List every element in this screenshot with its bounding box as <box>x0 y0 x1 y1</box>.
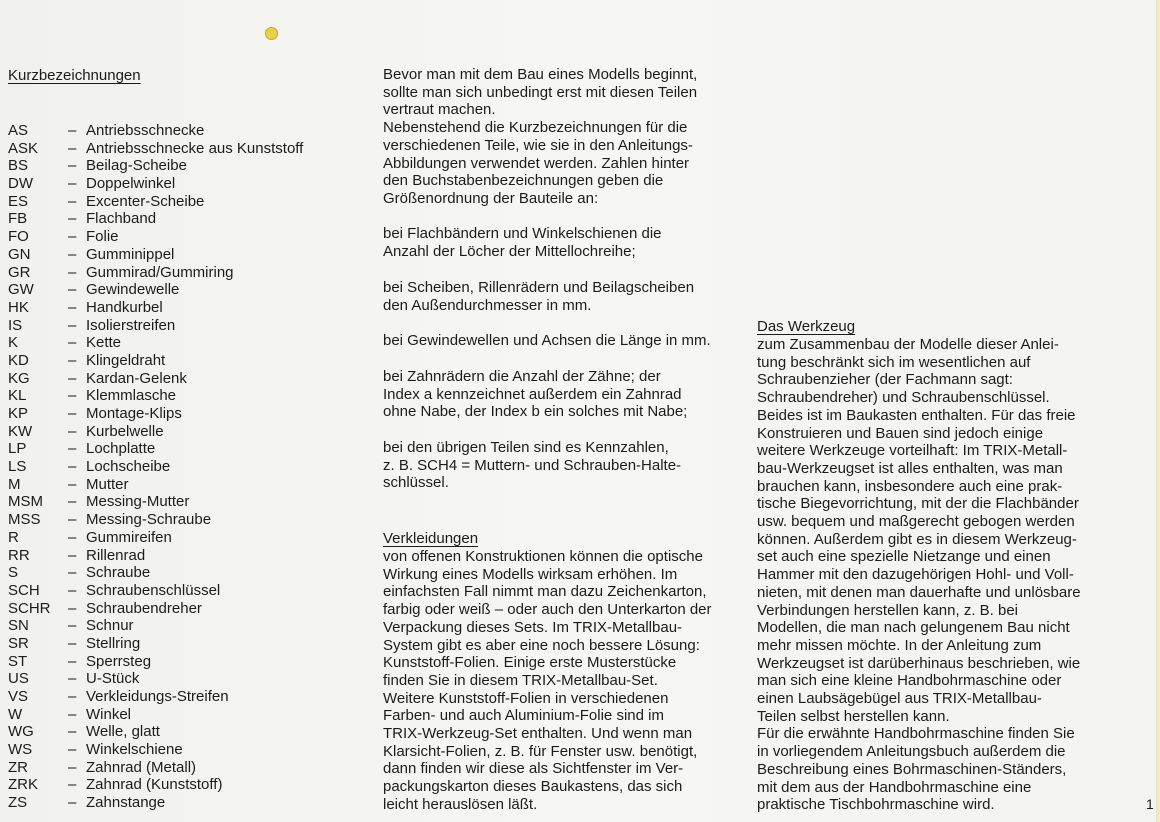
abbreviation-row <box>8 617 348 635</box>
abbreviation-dash: – <box>68 794 77 812</box>
abbreviation-row <box>8 493 348 511</box>
abbreviation-row <box>8 193 348 211</box>
abbreviation-row <box>8 140 348 158</box>
abbreviation-dash: – <box>68 652 77 670</box>
tools-heading: Das Werkzeug <box>757 318 856 335</box>
abbreviation-row <box>8 741 348 759</box>
abbreviation-dash: – <box>68 281 77 299</box>
abbreviation-description: Folie <box>86 228 119 246</box>
abbreviation-row <box>8 529 348 547</box>
abbreviation-dash: – <box>68 564 77 582</box>
abbreviation-description: Gummireifen <box>86 528 172 546</box>
abbreviation-dash: – <box>68 192 77 210</box>
abbreviation-dash: – <box>68 670 77 688</box>
abbreviation-row <box>8 246 348 264</box>
abbreviation-dash: – <box>68 599 77 617</box>
abbreviation-code: SN <box>8 617 29 635</box>
punch-mark-icon <box>265 27 278 40</box>
abbreviation-row <box>8 688 348 706</box>
abbreviation-row <box>8 228 348 246</box>
abbreviations-list <box>8 122 348 812</box>
abbreviation-dash: – <box>68 175 77 193</box>
abbreviation-code: ZR <box>8 758 28 776</box>
abbreviation-description: Antriebsschnecke <box>86 122 205 139</box>
abbreviation-code: HK <box>8 298 29 316</box>
abbreviation-code: DW <box>8 175 33 193</box>
abbreviation-row <box>8 458 348 476</box>
abbreviation-description: Gewindewelle <box>86 281 180 299</box>
abbreviation-row <box>8 547 348 565</box>
abbreviation-description: Antriebsschnecke aus Kunststoff <box>86 139 304 157</box>
abbreviation-code: GW <box>8 281 34 299</box>
abbreviation-dash: – <box>68 723 77 741</box>
abbreviation-code: M <box>8 475 21 493</box>
abbreviation-code: FB <box>8 210 28 228</box>
abbreviation-row <box>8 600 348 618</box>
abbreviation-description: Doppelwinkel <box>86 175 176 193</box>
intro-paragraph: Bevor man mit dem Bau eines Modells beginnt, sollte man sich unbedingt erst mit diesen Teilen vertraut machen. Nebenstehend die Kurzbezeichnungen für die verschiedenen Teile, wie sie in den Anleitungs- Abbildungen verwendet werden. Zahlen hinter den Buchstabenbezeichnungen geben die Größenordnung der Bauteile an: <box>383 66 698 207</box>
abbreviation-row <box>8 723 348 741</box>
abbreviation-row <box>8 334 348 352</box>
abbreviation-code: KL <box>8 387 27 405</box>
abbreviation-dash: – <box>68 157 77 175</box>
abbreviation-row <box>8 122 348 140</box>
abbreviation-dash: – <box>68 387 77 405</box>
abbreviation-row <box>8 582 348 600</box>
abbreviation-description: Schnur <box>86 617 134 635</box>
abbreviation-description: Stellring <box>86 634 141 652</box>
abbreviation-row <box>8 706 348 724</box>
abbreviation-dash: – <box>68 351 77 369</box>
abbreviation-description: Verkleidungs-Streifen <box>86 688 229 705</box>
abbreviation-description: Isolierstreifen <box>86 316 176 334</box>
abbreviation-dash: – <box>68 511 77 529</box>
abbreviation-dash: – <box>68 369 77 387</box>
abbreviation-row <box>8 299 348 317</box>
abbreviation-code: BS <box>8 157 29 175</box>
abbreviation-dash: – <box>68 705 77 723</box>
abbreviation-code: IS <box>8 316 23 334</box>
gear-paragraph: bei Zahnrädern die Anzahl der Zähne; der Index a kennzeichnet außerdem ein Zahnrad ohne Nabe, der Index b ein solches mit Nabe; <box>383 368 688 421</box>
abbreviation-description: Klemmlasche <box>86 387 177 405</box>
abbreviation-code: S <box>8 564 19 582</box>
abbreviation-dash: – <box>68 263 77 281</box>
abbreviation-description: Welle, glatt <box>86 723 160 741</box>
abbreviation-row <box>8 352 348 370</box>
abbreviation-description: Kurbelwelle <box>86 422 164 440</box>
abbreviation-row <box>8 157 348 175</box>
abbreviation-description: Schraubendreher <box>86 599 202 617</box>
abbreviation-row <box>8 210 348 228</box>
abbreviation-dash: – <box>68 493 77 511</box>
abbreviation-description: Gumminippel <box>86 245 175 263</box>
abbreviation-code: SR <box>8 634 29 652</box>
abbreviation-description: Kette <box>86 334 122 352</box>
abbreviation-row <box>8 564 348 582</box>
abbreviation-code: LP <box>8 440 27 458</box>
abbreviation-dash: – <box>68 741 77 759</box>
abbreviation-dash: – <box>68 440 77 458</box>
flat-band-paragraph: bei Flachbändern und Winkelschienen die Anzahl der Löcher der Mittellochreihe; <box>383 225 662 260</box>
abbreviation-description: Sperrsteg <box>86 652 152 670</box>
abbreviation-description: Montage-Klips <box>86 405 182 422</box>
cladding-paragraph: von offenen Konstruktionen können die optische Wirkung eines Modells wirksam erhöhen. Im einfachsten Fall nimmt man dazu Zeichenkarton, farbig oder weiß – oder auch den Unterkarton der Verpackung dieses Sets. Im TRIX-Metallbau- System gibt es aber eine noch bessere Lösung: Kunststoff-Folien. Einige erste Musterstücke finden Sie in diesem TRIX-Metallbau-Set. Weitere Kunststoff-Folien in verschiedenen Farben- und auch Aluminium-Folie sind im TRIX-Werkzeug-Set enthalten. Und wenn man Klarsicht-Folien, z. B. für Fenster usw. benötigt, dann finden wir diese als Sichtfenster im Ver- packungskarton dieses Baukastens, das sich leicht herauslösen läßt. <box>383 548 712 813</box>
abbreviation-code: WS <box>8 741 33 759</box>
abbreviation-code: AS <box>8 122 29 139</box>
abbreviation-dash: – <box>68 528 77 546</box>
abbreviation-row <box>8 423 348 441</box>
cladding-heading: Verkleidungen <box>383 530 479 547</box>
tools-paragraph: zum Zusammenbau der Modelle dieser Anlei- tung beschränkt sich im wesentlichen auf Schraubenzieher (der Fachmann sagt: Schraubendreher) und Schraubenschlüssel. Beides ist im Baukasten enthalten. Für das freie Konstruieren und Bauen sind jedoch einige weitere Werkzeuge vorteilhaft: Im TRIX-Metall- bau-Werkzeugset ist alles enthalten, was man brauchen kann, insbesondere auch eine prak- tische Biegevorrichtung, mit der die Flachbänder usw. bequem und maßgerecht gebogen werden können. Außerdem gibt es in diesem Werkzeug- set auch eine spezielle Nietzange und einen Hammer mit den dazugehörigen Hohl- und Voll- nieten, mit denen man dauerhafte und unlösbare Verbindungen herstellen kann, z. B. bei Modellen, die man nach gelungenem Bau nicht mehr missen möchte. In der Anleitung zum Werkzeugset ist darüberhinaus beschrieben, wie man sich eine kleine Handbohrmaschine oder einen Laubsägebügel aus TRIX-Metallbau- Teilen selbst herstellen kann. Für die erwähnte Handbohrmaschine finden Sie in vorliegendem Anleitungsbuch außerdem die Beschreibung eines Bohrmaschinen-Ständers, mit dem aus der Handbohrmaschine eine praktische Tischbohrmaschine wird. <box>757 336 1081 814</box>
abbreviation-dash: – <box>68 210 77 228</box>
abbreviation-description: Handkurbel <box>86 298 163 316</box>
abbreviation-dash: – <box>68 617 77 635</box>
abbreviation-row <box>8 281 348 299</box>
abbreviation-description: Winkel <box>86 705 132 723</box>
abbreviation-row <box>8 317 348 335</box>
abbreviation-dash: – <box>68 475 77 493</box>
abbreviation-description: Winkelschiene <box>86 741 183 759</box>
abbreviation-code: W <box>8 705 23 723</box>
abbreviation-description: Zahnrad (Kunststoff) <box>86 776 223 794</box>
abbreviation-row <box>8 440 348 458</box>
abbreviation-description: Klingeldraht <box>86 351 166 369</box>
abbreviation-row <box>8 405 348 423</box>
abbreviation-code: KG <box>8 369 30 387</box>
abbreviation-code: SCH <box>8 581 40 599</box>
abbreviation-code: R <box>8 528 19 546</box>
abbreviation-description: Schraubenschlüssel <box>86 581 221 599</box>
abbreviation-dash: – <box>68 334 77 352</box>
abbreviation-row <box>8 794 348 812</box>
abbreviation-row <box>8 635 348 653</box>
page-edge <box>1156 0 1160 822</box>
abbreviation-dash: – <box>68 405 77 422</box>
abbreviation-code: SCHR <box>8 599 51 617</box>
abbreviation-dash: – <box>68 634 77 652</box>
abbreviation-code: WG <box>8 723 34 741</box>
abbreviation-row <box>8 670 348 688</box>
abbreviation-row <box>8 476 348 494</box>
abbreviation-description: Rillenrad <box>86 546 146 564</box>
abbreviation-code: KW <box>8 422 33 440</box>
abbreviation-description: Zahnstange <box>86 794 166 812</box>
thread-paragraph: bei Gewindewellen und Achsen die Länge in mm. <box>383 332 711 349</box>
abbreviation-code: VS <box>8 688 29 705</box>
abbreviation-row <box>8 387 348 405</box>
abbreviation-code: US <box>8 670 29 688</box>
abbreviation-description: Zahnrad (Metall) <box>86 758 197 776</box>
abbreviation-description: Beilag-Scheibe <box>86 157 187 175</box>
abbreviation-description: Messing-Mutter <box>86 493 190 511</box>
abbreviation-dash: – <box>68 758 77 776</box>
abbreviation-dash: – <box>68 139 77 157</box>
abbreviation-code: KP <box>8 405 29 422</box>
abbreviation-code: ZRK <box>8 776 38 794</box>
abbreviation-description: Schraube <box>86 564 151 582</box>
abbreviation-description: Excenter-Scheibe <box>86 192 205 210</box>
abbreviation-dash: – <box>68 776 77 794</box>
abbreviation-code: ST <box>8 652 28 670</box>
abbreviation-row <box>8 175 348 193</box>
abbreviations-heading: Kurzbezeichnungen <box>8 67 141 84</box>
abbreviation-code: MSM <box>8 493 43 511</box>
abbreviation-row <box>8 511 348 529</box>
abbreviation-dash: – <box>68 458 77 476</box>
abbreviation-row <box>8 776 348 794</box>
abbreviation-row <box>8 370 348 388</box>
abbreviation-dash: – <box>68 298 77 316</box>
abbreviation-code: ZS <box>8 794 28 812</box>
abbreviation-code: LS <box>8 458 27 476</box>
abbreviation-dash: – <box>68 245 77 263</box>
abbreviation-code: FO <box>8 228 29 246</box>
abbreviation-code: KD <box>8 351 29 369</box>
abbreviation-row <box>8 264 348 282</box>
abbreviation-dash: – <box>68 228 77 246</box>
abbreviation-dash: – <box>68 546 77 564</box>
disc-paragraph: bei Scheiben, Rillenrädern und Beilagscheiben den Außendurchmesser in mm. <box>383 279 695 314</box>
abbreviation-code: K <box>8 334 19 352</box>
abbreviation-dash: – <box>68 688 77 705</box>
abbreviation-dash: – <box>68 122 77 139</box>
abbreviation-dash: – <box>68 316 77 334</box>
abbreviation-description: Lochscheibe <box>86 458 171 476</box>
abbreviation-description: Kardan-Gelenk <box>86 369 187 387</box>
abbreviation-description: Flachband <box>86 210 157 228</box>
abbreviation-dash: – <box>68 581 77 599</box>
abbreviation-code: RR <box>8 546 30 564</box>
abbreviation-code: GN <box>8 245 31 263</box>
abbreviation-code: ASK <box>8 139 39 157</box>
abbreviation-description: Lochplatte <box>86 440 156 458</box>
abbreviation-description: U-Stück <box>86 670 140 688</box>
abbreviation-dash: – <box>68 422 77 440</box>
page-number: 1 <box>1146 796 1154 812</box>
abbreviation-code: GR <box>8 263 31 281</box>
abbreviation-description: Messing-Schraube <box>86 511 212 529</box>
abbreviation-description: Mutter <box>86 475 129 493</box>
abbreviation-code: ES <box>8 192 29 210</box>
other-parts-paragraph: bei den übrigen Teilen sind es Kennzahlen, z. B. SCH4 = Muttern- und Schrauben-Halte- schlüssel. <box>383 439 682 492</box>
abbreviation-code: MSS <box>8 511 41 529</box>
abbreviation-description: Gummirad/Gummiring <box>86 263 234 281</box>
abbreviation-row <box>8 653 348 671</box>
abbreviation-row <box>8 759 348 777</box>
